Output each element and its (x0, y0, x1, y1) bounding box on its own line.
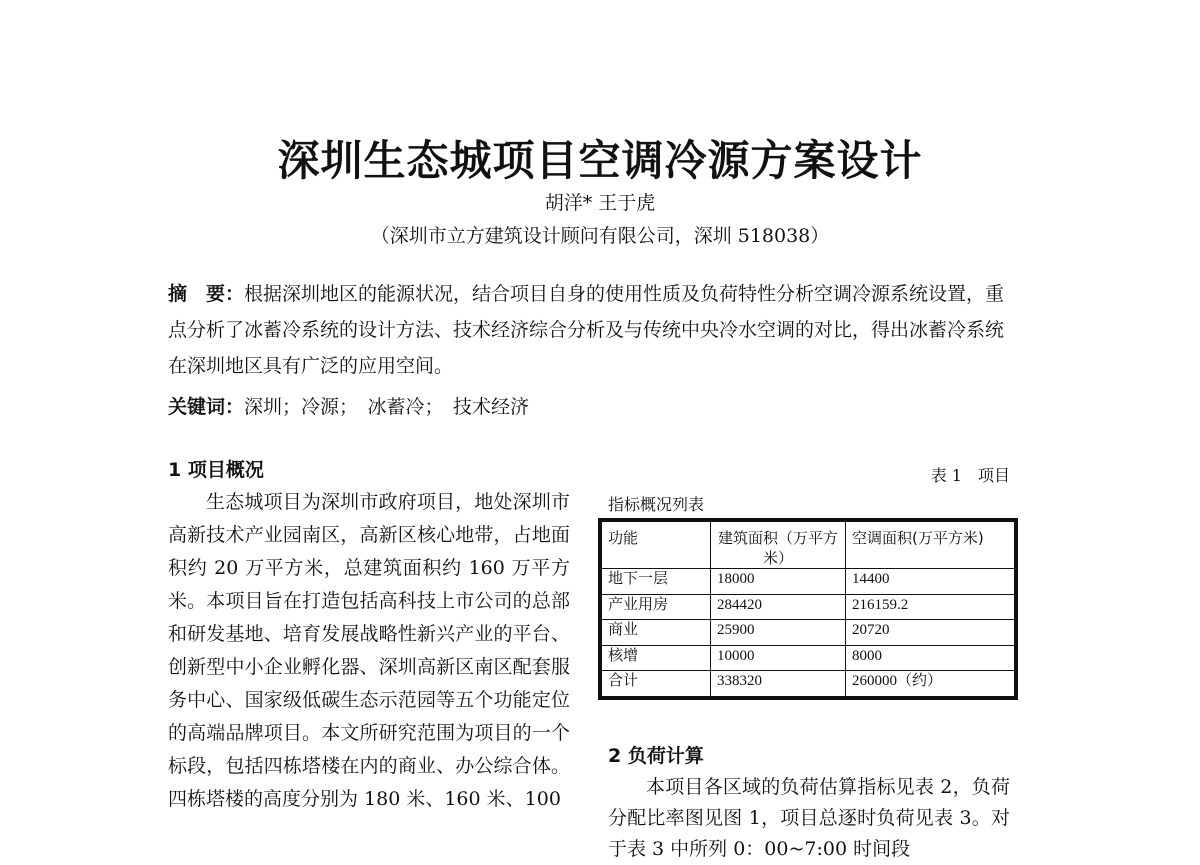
paper-title: 深圳生态城项目空调冷源方案设计 (277, 136, 923, 185)
table-cell: 10000 (711, 645, 846, 671)
affiliation: （深圳市立方建筑设计顾问有限公司，深圳 518038） (370, 225, 830, 247)
table-cell: 核增 (602, 645, 711, 671)
table-1-caption: 表 1 项目 (930, 466, 1010, 485)
table-cell: 20720 (846, 620, 1015, 646)
table-cell: 14400 (846, 569, 1015, 595)
section-1-paragraph: 生态城项目为深圳市政府项目，地处深圳市高新技术产业园南区，高新区核心地带，占地面积约 20 万平方米，总建筑面积约 160 万平方米。本项目旨在打造包括高科技上市公司的总部和研发基地、培育发展战略性新兴产业的平台、创新型中小企业孵化器、深圳高新区南区配套服务中心、国家级低碳生态示范园等五个功能定位的高端品牌项目。本文所研究范围为项目的一个标段，包括四栋塔楼在内的商业、办公综合体。四栋塔楼的高度分别为 180 米、160 米、100 (168, 491, 570, 810)
table-row (602, 594, 1015, 620)
table-cell: 8000 (846, 645, 1015, 671)
table-row (602, 569, 1015, 595)
table-cell: 合计 (602, 671, 711, 697)
table-header-cell: 建筑面积（万平方米） (711, 522, 846, 569)
table-cell: 216159.2 (846, 594, 1015, 620)
keywords-label: 关键词： (168, 396, 245, 418)
table-cell: 商业 (602, 620, 711, 646)
table-cell: 18000 (711, 569, 846, 595)
section-2-paragraph: 本项目各区域的负荷估算指标见表 2，负荷分配比率图见图 1，项目总逐时负荷见表 3。对于表 3 中所列 0：00~7:00 时间段 (608, 776, 1010, 860)
table-row (602, 645, 1015, 671)
table-cell: 25900 (711, 620, 846, 646)
table-header-cell: 空调面积(万平方米) (846, 522, 1015, 569)
table-1 (598, 518, 1018, 700)
section-1-heading: 1 项目概况 (168, 459, 264, 481)
abstract-label: 摘 要： (168, 283, 245, 305)
abstract-text: 根据深圳地区的能源状况，结合项目自身的使用性质及负荷特性分析空调冷源系统设置，重点分析了冰蓄冷系统的设计方法、技术经济综合分析及与传统中央冷水空调的对比，得出冰蓄冷系统在深圳地区具有广泛的应用空间。 (168, 283, 1005, 377)
section-2-heading: 2 负荷计算 (608, 745, 704, 767)
table-cell: 260000（约） (846, 671, 1015, 697)
table-header-cell: 功能 (602, 522, 711, 569)
abstract (168, 276, 1013, 384)
table-row (602, 620, 1015, 646)
table-cell: 284420 (711, 594, 846, 620)
table-row (602, 671, 1015, 697)
table-cell: 产业用房 (602, 594, 711, 620)
section-2-body (608, 772, 1010, 865)
table-1-caption-cont: 指标概况列表 (608, 495, 705, 514)
table-cell: 338320 (711, 671, 846, 697)
table-header-row (602, 522, 1015, 569)
section-1-body (168, 486, 570, 816)
keywords (168, 392, 1013, 419)
authors: 胡洋* 王于虎 (544, 192, 656, 214)
table-cell: 地下一层 (602, 569, 711, 595)
keywords-text: 深圳；冷源； 冰蓄冷； 技术经济 (244, 396, 530, 418)
